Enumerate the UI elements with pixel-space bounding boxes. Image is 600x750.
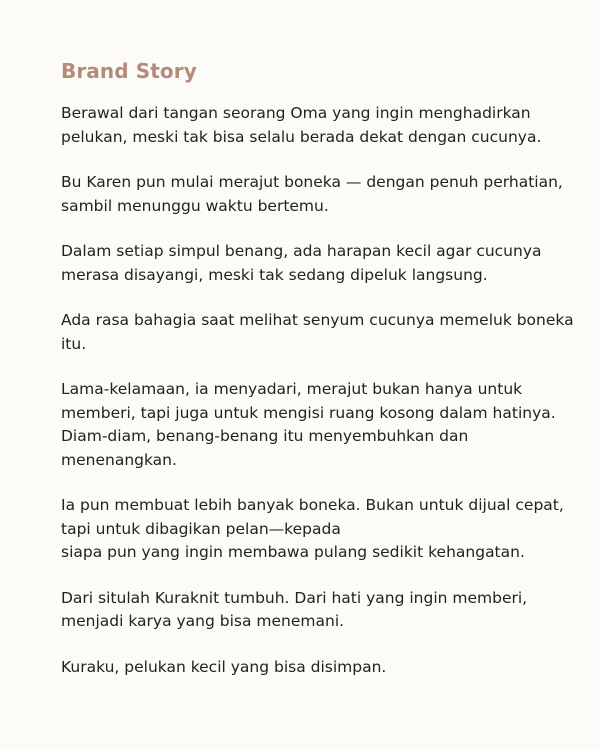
- story-line: siapa pun yang ingin membawa pulang sedikit kehangatan.: [61, 543, 525, 561]
- story-paragraph-5: [61, 378, 560, 472]
- story-line: tapi untuk dibagikan pelan—kepada: [61, 519, 341, 538]
- story-line: Dari situlah Kuraknit tumbuh. Dari hati yang ingin memberi,: [61, 588, 528, 607]
- story-line: Lama-kelamaan, ia menyadari, merajut bukan hanya untuk: [61, 380, 523, 398]
- story-line: Ada rasa bahagia saat melihat senyum cucunya memeluk boneka: [61, 311, 574, 329]
- story-line: Berawal dari tangan seorang Oma yang ingin menghadirkan: [61, 104, 531, 122]
- brand-story-body: [61, 102, 574, 679]
- story-paragraph-6: [61, 494, 564, 565]
- story-line: Dalam setiap simpul benang, ada harapan kecil agar cucunya: [61, 242, 542, 260]
- story-line: Kuraku, pelukan kecil yang bisa disimpan.: [61, 657, 387, 676]
- story-paragraph-3: [61, 240, 560, 287]
- story-line: menenangkan.: [61, 450, 177, 469]
- story-line: Diam-diam, benang-benang itu menyembuhkan dan: [61, 427, 469, 445]
- story-line: pelukan, meski tak bisa selalu berada dekat dengan cucunya.: [61, 127, 542, 146]
- story-paragraph-1: [61, 102, 560, 149]
- story-line: itu.: [61, 334, 87, 353]
- story-paragraph-7: [61, 587, 560, 634]
- brand-story-title: Brand Story: [61, 59, 197, 83]
- story-line: merasa disayangi, meski tak sedang dipeluk langsung.: [61, 265, 488, 284]
- story-line: Ia pun membuat lebih banyak boneka. Bukan untuk dijual cepat,: [61, 496, 564, 514]
- story-line: sambil menunggu waktu bertemu.: [61, 196, 329, 215]
- story-line: memberi, tapi juga untuk mengisi ruang kosong dalam hatinya.: [61, 403, 556, 422]
- story-line: Bu Karen pun mulai merajut boneka — dengan penuh perhatian,: [61, 173, 563, 191]
- story-paragraph-2: [61, 171, 563, 218]
- story-paragraph-4: [61, 309, 574, 356]
- story-paragraph-8: [61, 656, 560, 680]
- story-line: menjadi karya yang bisa menemani.: [61, 612, 345, 630]
